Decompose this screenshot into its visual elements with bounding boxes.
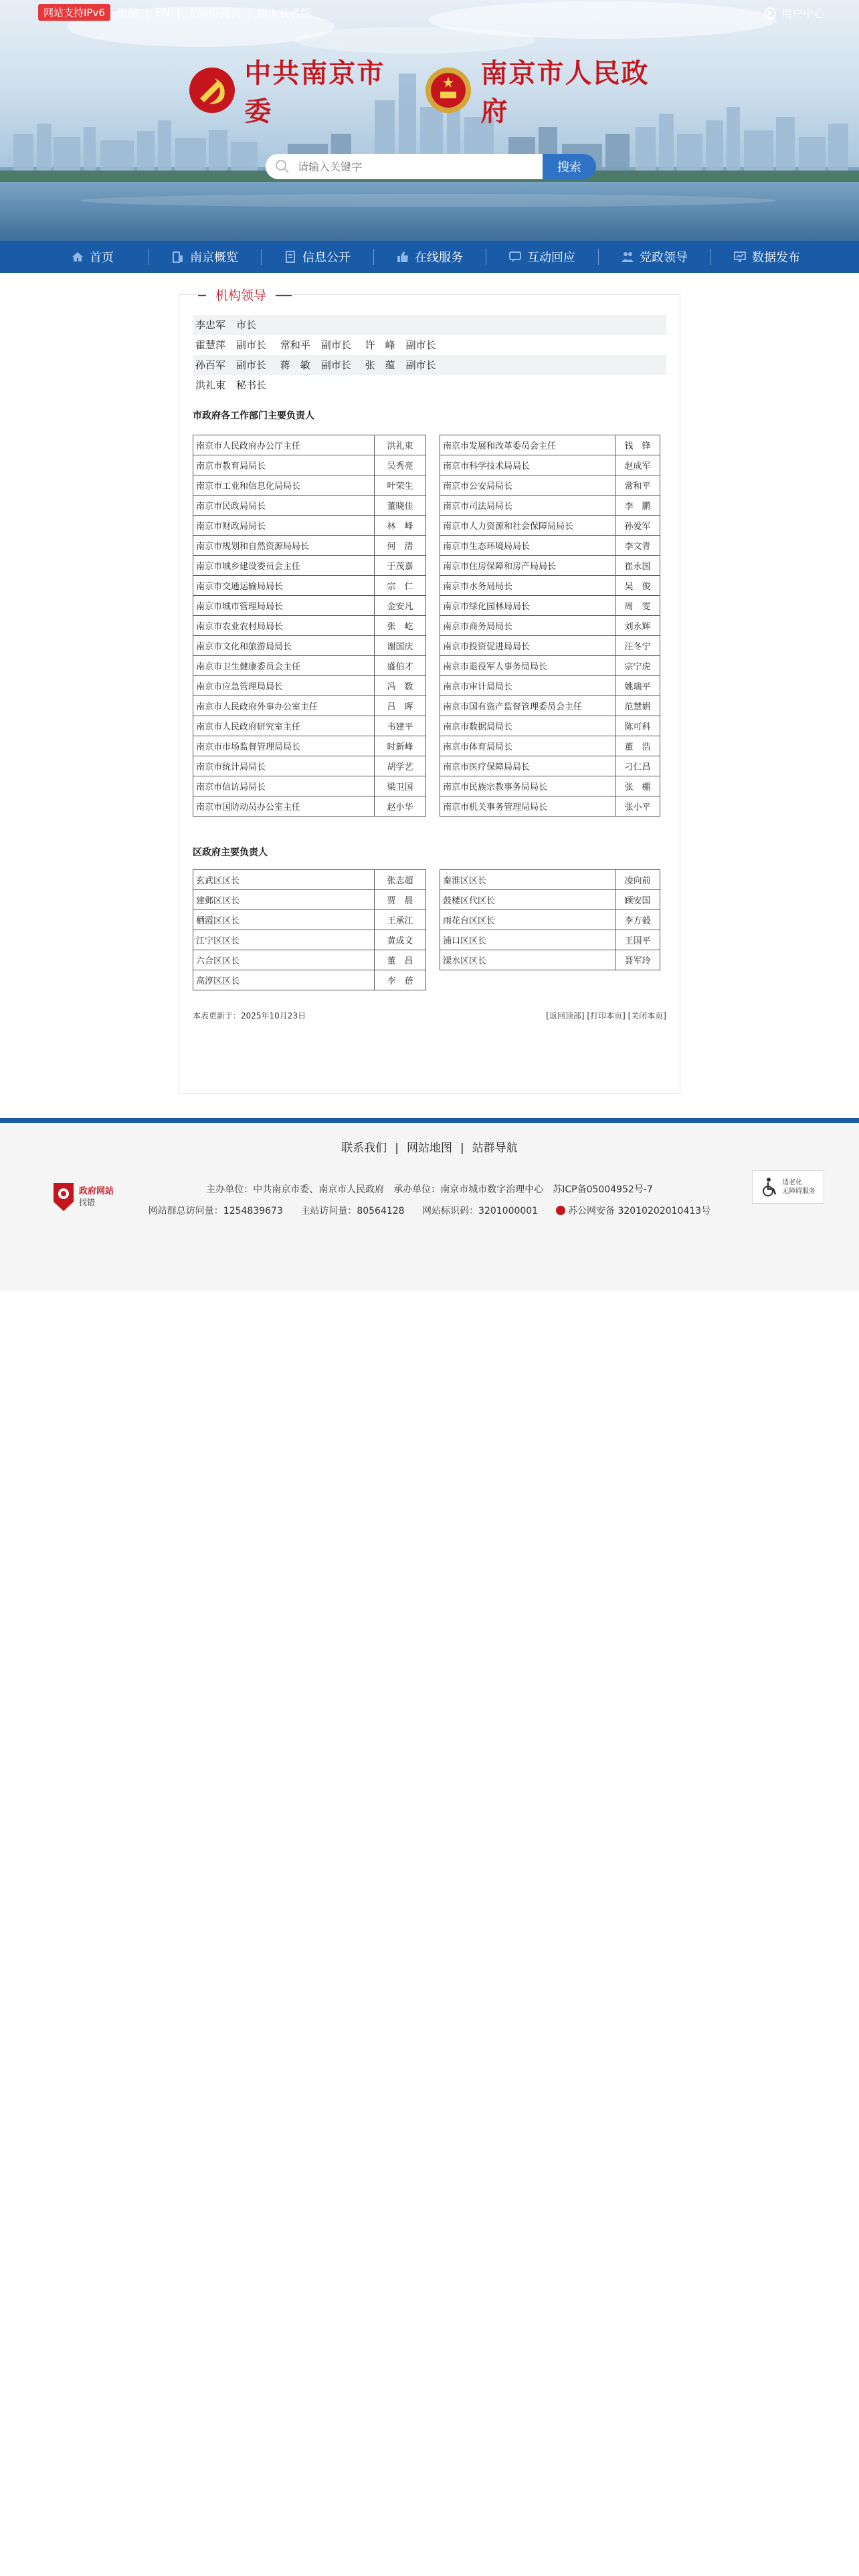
main-navigation	[0, 241, 859, 273]
person-name-cell[interactable]: 常和平	[615, 475, 660, 496]
position-cell: 南京市财政局局长	[193, 516, 375, 536]
police-badge-icon	[556, 1206, 565, 1215]
leader-row	[193, 315, 666, 335]
table-row	[440, 890, 660, 910]
table-row	[440, 910, 660, 930]
person-name-cell[interactable]: 盛伯才	[375, 656, 426, 676]
leader-name[interactable]: 孙百军	[195, 359, 226, 371]
position-cell: 南京市数据局局长	[440, 716, 615, 736]
table-row	[440, 676, 660, 696]
table-row	[193, 576, 426, 596]
leader-name[interactable]: 洪礼束	[195, 379, 226, 391]
position-cell: 南京市人力资源和社会保障局局长	[440, 516, 615, 536]
position-cell: 南京市退役军人事务局局长	[440, 656, 615, 676]
divider: |	[460, 1142, 464, 1155]
position-cell: 南京市人民政府办公厅主任	[193, 435, 375, 455]
position-cell: 南京市城市管理局局长	[193, 596, 375, 616]
national-emblem-icon	[423, 66, 472, 115]
leader-title: 副市长	[405, 339, 436, 351]
wheelchair-icon	[761, 1177, 778, 1197]
nav-home[interactable]	[36, 241, 149, 273]
search-input[interactable]	[296, 160, 543, 174]
divider: |	[395, 1142, 399, 1155]
person-name-cell[interactable]: 聂军玲	[615, 950, 660, 970]
position-cell: 雨花台区区长	[440, 910, 615, 930]
person-name-cell[interactable]: 赵成军	[615, 455, 660, 475]
table-row	[440, 516, 660, 536]
table-row	[440, 776, 660, 796]
position-cell: 南京市国有资产监督管理委员会主任	[440, 696, 615, 716]
table-row	[193, 556, 426, 576]
person-name-cell[interactable]: 胡学艺	[375, 756, 426, 776]
top-utility-bar	[38, 4, 311, 20]
position-cell: 建邺区区长	[193, 890, 375, 910]
ipv6-badge: 网站支持IPv6	[38, 4, 110, 21]
leader-title: 市长	[236, 319, 257, 331]
position-cell: 南京市商务局局长	[440, 616, 615, 636]
police-record[interactable]: 苏公网安备 32010202010413号	[568, 1206, 711, 1216]
person-name-cell[interactable]: 张志超	[375, 870, 426, 890]
chat-icon	[508, 250, 522, 263]
government-title: 南京市人民政府	[480, 58, 650, 127]
person-name-cell[interactable]: 汪冬宁	[615, 636, 660, 656]
main-visits: 80564128	[357, 1206, 405, 1216]
leader-name[interactable]: 常和平	[280, 339, 310, 351]
position-cell: 南京市医疗保障局局长	[440, 756, 615, 776]
total-visits: 1254839673	[223, 1206, 283, 1216]
position-cell: 南京市生态环境局局长	[440, 536, 615, 556]
table-row	[193, 696, 426, 716]
table-row	[440, 656, 660, 676]
nav-label: 信息公开	[302, 251, 351, 265]
person-name-cell[interactable]: 黄成文	[375, 930, 426, 950]
leader-title: 秘书长	[236, 379, 267, 391]
position-cell: 南京市统计局局长	[193, 756, 375, 776]
person-name-cell[interactable]: 何 清	[375, 536, 426, 556]
table-row	[440, 950, 660, 970]
leader-title: 副市长	[405, 359, 436, 371]
building-icon	[171, 250, 185, 263]
footer-sponsor-info: 主办单位：中共南京市委、南京市人民政府 承办单位：南京市城市数字治理中心 苏ICP备05004952号-7	[206, 1184, 653, 1195]
table-row	[193, 716, 426, 736]
position-cell: 南京市应急管理局局长	[193, 676, 375, 696]
person-name-cell[interactable]: 周 雯	[615, 596, 660, 616]
nav-label: 在线服务	[415, 251, 463, 265]
divider: |	[177, 5, 181, 19]
person-name-cell[interactable]: 贾 晨	[375, 890, 426, 910]
search-icon	[275, 159, 290, 174]
position-cell: 栖霞区区长	[193, 910, 375, 930]
user-center-label: 用户中心	[781, 7, 824, 20]
position-cell: 南京市教育局局长	[193, 455, 375, 475]
table-row	[193, 475, 426, 496]
back-to-top-link[interactable]: [返回顶部]	[546, 1011, 585, 1021]
person-name-cell[interactable]: 刘永辉	[615, 616, 660, 636]
search-bar	[266, 154, 596, 179]
table-row	[193, 930, 426, 950]
position-cell: 浦口区区长	[440, 930, 615, 950]
position-cell: 南京市信访局局长	[193, 776, 375, 796]
print-page-link[interactable]: [打印本页]	[587, 1011, 626, 1021]
table-row	[440, 616, 660, 636]
party-emblem-icon	[187, 66, 236, 115]
person-name-cell[interactable]: 吕 晖	[375, 696, 426, 716]
close-page-link[interactable]: [关闭本页]	[628, 1011, 666, 1021]
position-cell: 南京市体育局局长	[440, 736, 615, 756]
district-table-right	[440, 869, 660, 970]
position-cell: 秦淮区区长	[440, 870, 615, 890]
person-name-cell[interactable]: 刁仁昌	[615, 756, 660, 776]
table-row	[440, 756, 660, 776]
table-row	[440, 636, 660, 656]
position-cell: 南京市司法局局长	[440, 496, 615, 516]
nav-label: 党政领导	[640, 251, 688, 265]
position-cell: 南京市民族宗教事务局局长	[440, 776, 615, 796]
elder-mode-link[interactable]: 进入长者版	[258, 6, 312, 19]
table-row	[193, 970, 426, 990]
nav-label: 互动回应	[527, 251, 575, 265]
nav-online-service[interactable]	[373, 241, 486, 273]
person-name-cell[interactable]: 凌向前	[615, 870, 660, 890]
person-name-cell[interactable]: 钱 锋	[615, 435, 660, 455]
position-cell: 南京市绿化园林局局长	[440, 596, 615, 616]
person-name-cell[interactable]: 宗宁虎	[615, 656, 660, 676]
person-name-cell[interactable]: 赵小华	[375, 796, 426, 817]
person-name-cell[interactable]: 于茂嘉	[375, 556, 426, 576]
english-link[interactable]: EN	[155, 5, 171, 19]
city-skyline-illustration	[0, 0, 859, 241]
table-row	[440, 435, 660, 455]
table-row	[193, 496, 426, 516]
header-banner	[0, 0, 859, 241]
table-row	[440, 536, 660, 556]
table-row	[440, 475, 660, 496]
table-row	[440, 796, 660, 817]
leader-name[interactable]: 霍慧萍	[195, 339, 226, 351]
person-name-cell[interactable]: 李文青	[615, 536, 660, 556]
footer-divider	[0, 1118, 859, 1123]
table-row	[440, 870, 660, 890]
position-cell: 南京市公安局局长	[440, 475, 615, 496]
position-cell: 南京市农业农村局局长	[193, 616, 375, 636]
position-cell: 南京市民政局局长	[193, 496, 375, 516]
person-name-cell[interactable]: 董 昌	[375, 950, 426, 970]
person-name-cell[interactable]: 王承江	[375, 910, 426, 930]
site-map-link[interactable]: 网站地图	[407, 1142, 452, 1155]
table-row	[440, 496, 660, 516]
leader-name[interactable]: 李忠军	[195, 319, 226, 331]
person-name-cell[interactable]: 梁卫国	[375, 776, 426, 796]
table-row	[193, 890, 426, 910]
position-cell: 南京市发展和改革委员会主任	[440, 435, 615, 455]
acc-badge-label: 适老化	[782, 1179, 802, 1186]
table-row	[193, 536, 426, 556]
table-row	[193, 596, 426, 616]
footer-stats	[0, 1204, 859, 1217]
traditional-chinese-link[interactable]: 繁體	[116, 6, 138, 19]
person-name-cell[interactable]: 王国平	[615, 930, 660, 950]
person-name-cell[interactable]: 洪礼束	[375, 435, 426, 455]
acc-badge-sub: 无障碍服务	[782, 1188, 816, 1195]
gov-badge-label: 政府网站	[79, 1186, 114, 1196]
content-panel	[179, 288, 680, 1094]
position-cell: 六合区区长	[193, 950, 375, 970]
page-links	[546, 1010, 666, 1021]
gov-badge-sub: 找错	[79, 1198, 96, 1207]
document-icon	[284, 250, 297, 263]
position-cell: 南京市文化和旅游局局长	[193, 636, 375, 656]
person-name-cell[interactable]: 谢国庆	[375, 636, 426, 656]
monitor-icon	[733, 250, 747, 263]
district-section-title: 区政府主要负责人	[193, 847, 268, 858]
person-name-cell[interactable]: 孙爱军	[615, 516, 660, 536]
table-row	[193, 516, 426, 536]
site-logo	[187, 58, 676, 127]
site-footer	[0, 1118, 859, 1291]
table-row	[440, 736, 660, 756]
leader-row	[193, 375, 666, 395]
table-row	[193, 676, 426, 696]
table-row	[440, 716, 660, 736]
table-row	[193, 616, 426, 636]
nav-label: 南京概览	[190, 251, 238, 265]
person-name-cell[interactable]: 范慧娟	[615, 696, 660, 716]
district-table-left	[193, 869, 426, 990]
position-cell: 南京市交通运输局局长	[193, 576, 375, 596]
section-tab-leadership[interactable]: 机构领导	[206, 286, 276, 304]
table-row	[193, 435, 426, 455]
person-name-cell[interactable]: 李 鹏	[615, 496, 660, 516]
nav-nanjing-overview[interactable]	[149, 241, 261, 273]
person-name-cell[interactable]: 姚瑞平	[615, 676, 660, 696]
leader-name[interactable]: 张 蕴	[365, 359, 395, 371]
person-name-cell[interactable]: 陈可科	[615, 716, 660, 736]
table-row	[193, 455, 426, 475]
party-committee-title: 中共南京市委	[244, 58, 385, 127]
divider: |	[247, 5, 252, 19]
position-cell: 南京市人民政府外事办公室主任	[193, 696, 375, 716]
position-cell: 高淳区区长	[193, 970, 375, 990]
person-name-cell[interactable]: 张 屹	[375, 616, 426, 636]
position-cell: 南京市人民政府研究室主任	[193, 716, 375, 736]
site-group-nav-link[interactable]: 站群导航	[472, 1142, 518, 1155]
dept-section-title: 市政府各工作部门主要负责人	[193, 411, 314, 421]
person-name-cell[interactable]: 董 浩	[615, 736, 660, 756]
people-icon	[621, 250, 634, 263]
position-cell: 南京市水务局局长	[440, 576, 615, 596]
dept-table-right	[440, 435, 660, 817]
table-row	[193, 656, 426, 676]
leader-row	[193, 335, 666, 355]
position-cell: 南京市住房保障和房产局局长	[440, 556, 615, 576]
position-cell: 南京市审计局局长	[440, 676, 615, 696]
table-row	[193, 870, 426, 890]
leader-list	[193, 315, 666, 395]
person-name-cell[interactable]: 林 峰	[375, 516, 426, 536]
search-button[interactable]: 搜索	[543, 154, 596, 179]
table-row	[440, 455, 660, 475]
person-name-cell[interactable]: 吴秀亮	[375, 455, 426, 475]
thumb-icon	[396, 250, 409, 263]
position-cell: 南京市科学技术局局长	[440, 455, 615, 475]
person-name-cell[interactable]: 金安凡	[375, 596, 426, 616]
leader-title: 副市长	[236, 359, 267, 371]
nav-label: 首页	[90, 251, 114, 265]
nav-leadership[interactable]	[598, 241, 710, 273]
visits-label: 网站群总访问量：	[148, 1206, 223, 1216]
person-name-cell[interactable]: 张 棚	[615, 776, 660, 796]
table-row	[193, 636, 426, 656]
table-row	[193, 756, 426, 776]
table-row	[440, 696, 660, 716]
position-cell: 江宁区区长	[193, 930, 375, 950]
site-id: 3201000001	[478, 1206, 539, 1216]
position-cell: 南京市投资促进局局长	[440, 636, 615, 656]
nav-info-disclosure[interactable]	[261, 241, 373, 273]
table-row	[440, 596, 660, 616]
person-name-cell[interactable]: 李方毅	[615, 910, 660, 930]
table-row	[440, 556, 660, 576]
site-id-label: 网站标识码：	[422, 1206, 479, 1216]
nav-label: 数据发布	[752, 251, 800, 265]
update-date: 本表更新于：2025年10月23日	[193, 1011, 306, 1021]
dept-table-left	[193, 435, 426, 817]
accessibility-service-badge[interactable]	[752, 1170, 824, 1204]
position-cell: 南京市国防动员办公室主任	[193, 796, 375, 817]
main-visits-label: 主站访问量：	[300, 1206, 357, 1216]
leader-title: 副市长	[320, 339, 351, 351]
person-name-cell[interactable]: 宗 仁	[375, 576, 426, 596]
person-name-cell[interactable]: 韦建平	[375, 716, 426, 736]
person-name-cell[interactable]: 李 蓓	[375, 970, 426, 990]
leader-name[interactable]: 蒋 敏	[280, 359, 310, 371]
leader-name[interactable]: 许 峰	[365, 339, 395, 351]
user-icon	[764, 7, 776, 19]
divider: |	[145, 5, 149, 19]
footer-links	[0, 1138, 859, 1155]
person-name-cell[interactable]: 冯 数	[375, 676, 426, 696]
position-cell: 南京市工业和信息化局局长	[193, 475, 375, 496]
position-cell: 南京市城乡建设委员会主任	[193, 556, 375, 576]
person-name-cell[interactable]: 张小平	[615, 796, 660, 817]
position-cell: 南京市机关事务管理局局长	[440, 796, 615, 817]
position-cell: 鼓楼区代区长	[440, 890, 615, 910]
table-row	[193, 910, 426, 930]
person-name-cell[interactable]: 叶荣生	[375, 475, 426, 496]
table-row	[193, 950, 426, 970]
accessible-reading-link[interactable]: 无障碍阅读	[187, 6, 241, 19]
position-cell: 南京市卫生健康委员会主任	[193, 656, 375, 676]
person-name-cell[interactable]: 董晓佳	[375, 496, 426, 516]
position-cell: 南京市规划和自然资源局局长	[193, 536, 375, 556]
table-row	[440, 576, 660, 596]
leader-row	[193, 355, 666, 375]
leader-title: 副市长	[320, 359, 351, 371]
home-icon	[71, 250, 84, 263]
person-name-cell[interactable]: 吴 俊	[615, 576, 660, 596]
search-box	[266, 154, 543, 179]
leader-title: 副市长	[236, 339, 267, 351]
person-name-cell[interactable]: 时新峰	[375, 736, 426, 756]
user-center-link[interactable]	[764, 5, 824, 21]
position-cell: 南京市市场监督管理局局长	[193, 736, 375, 756]
nav-data-release[interactable]	[710, 241, 823, 273]
table-row	[193, 736, 426, 756]
contact-us-link[interactable]: 联系我们	[341, 1142, 387, 1155]
position-cell: 玄武区区长	[193, 870, 375, 890]
table-row	[193, 796, 426, 817]
person-name-cell[interactable]: 崔永国	[615, 556, 660, 576]
person-name-cell[interactable]: 顾安国	[615, 890, 660, 910]
nav-interaction[interactable]	[486, 241, 598, 273]
table-row	[440, 930, 660, 950]
table-row	[193, 776, 426, 796]
position-cell: 溧水区区长	[440, 950, 615, 970]
